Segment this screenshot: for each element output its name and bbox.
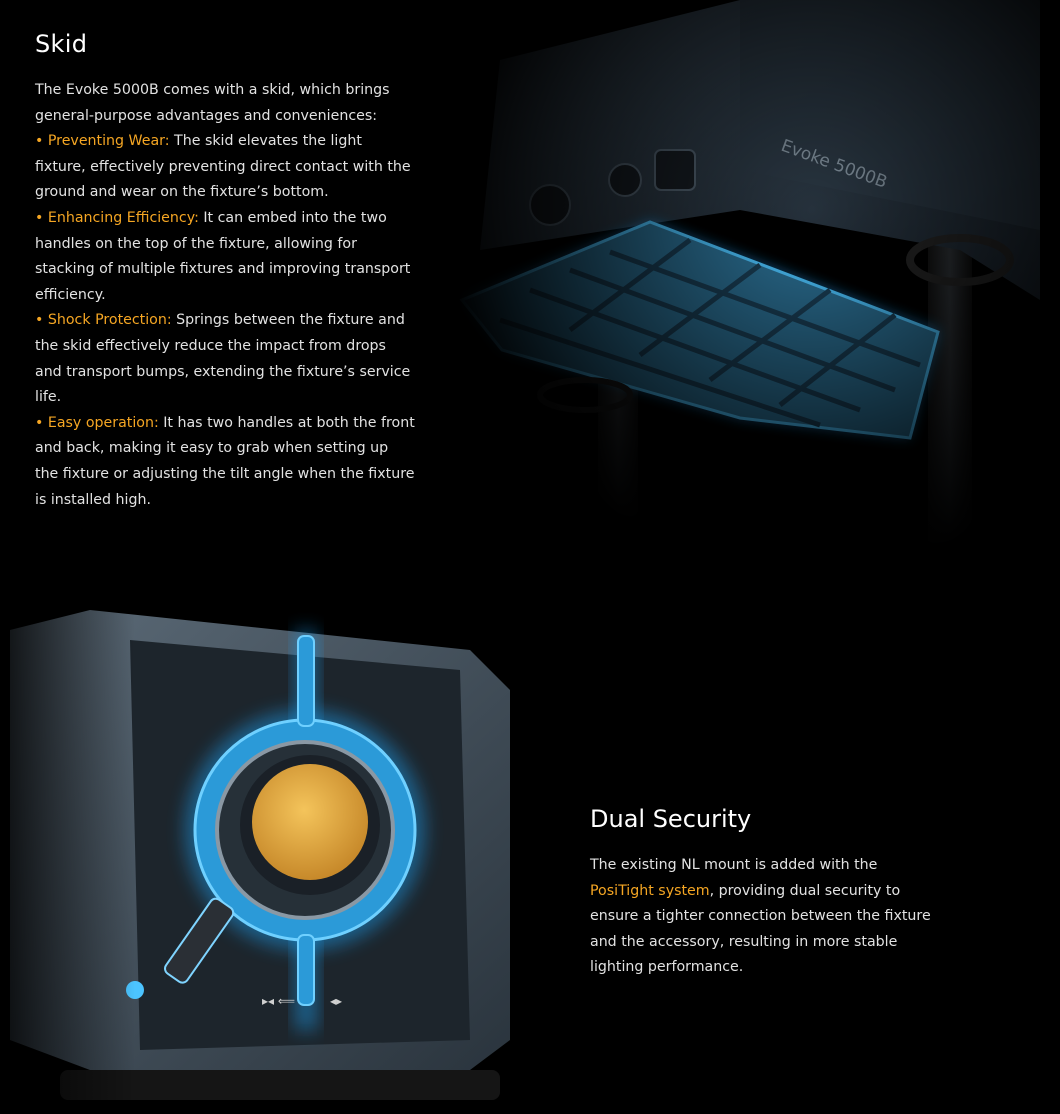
point-text: The skid elevates the light fixture, effectively preventing direct contact with the ground and wear on the fixture’s bottom. xyxy=(35,133,411,201)
dual-security-section xyxy=(590,805,935,981)
point-label: • Enhancing Efficiency: xyxy=(35,209,199,226)
skid-intro: The Evoke 5000B comes with a skid, which brings general-purpose advantages and conveniences: xyxy=(35,82,390,124)
posittight-highlight: PosiTight system xyxy=(590,882,710,899)
dual-security-description xyxy=(590,853,935,981)
nl-mount-fixture-image xyxy=(0,600,540,1114)
skid-fixture-image xyxy=(440,0,1060,600)
skid-point-enhancing-efficiency xyxy=(35,206,415,308)
skid-point-preventing-wear xyxy=(35,129,415,206)
security-text-before: The existing NL mount is added with the xyxy=(590,857,878,873)
point-text: Springs between the fixture and the skid effectively reduce the impact from drops and transport bumps, extending the fixture’s service life. xyxy=(35,312,411,406)
skid-section xyxy=(35,30,415,513)
skid-point-shock-protection xyxy=(35,308,415,410)
point-label: • Preventing Wear: xyxy=(35,133,170,150)
dual-security-paragraph xyxy=(590,853,935,981)
skid-point-easy-operation xyxy=(35,411,415,513)
point-text: It can embed into the two handles on the top of the fixture, allowing for stacking of multiple fixtures and improving transport efficiency. xyxy=(35,209,411,303)
point-label: • Shock Protection: xyxy=(35,312,172,329)
dual-security-title: Dual Security xyxy=(590,805,752,833)
point-text: It has two handles at both the front and back, making it easy to grab when setting up the fixture or adjusting the tilt angle when the fixture is installed high. xyxy=(35,414,415,508)
security-text-after: , providing dual security to ensure a tighter connection between the fixture and the accessory, resulting in more stable lighting performance. xyxy=(590,882,931,976)
point-label: • Easy operation: xyxy=(35,414,159,431)
skid-title: Skid xyxy=(35,30,88,58)
skid-description xyxy=(35,78,415,513)
